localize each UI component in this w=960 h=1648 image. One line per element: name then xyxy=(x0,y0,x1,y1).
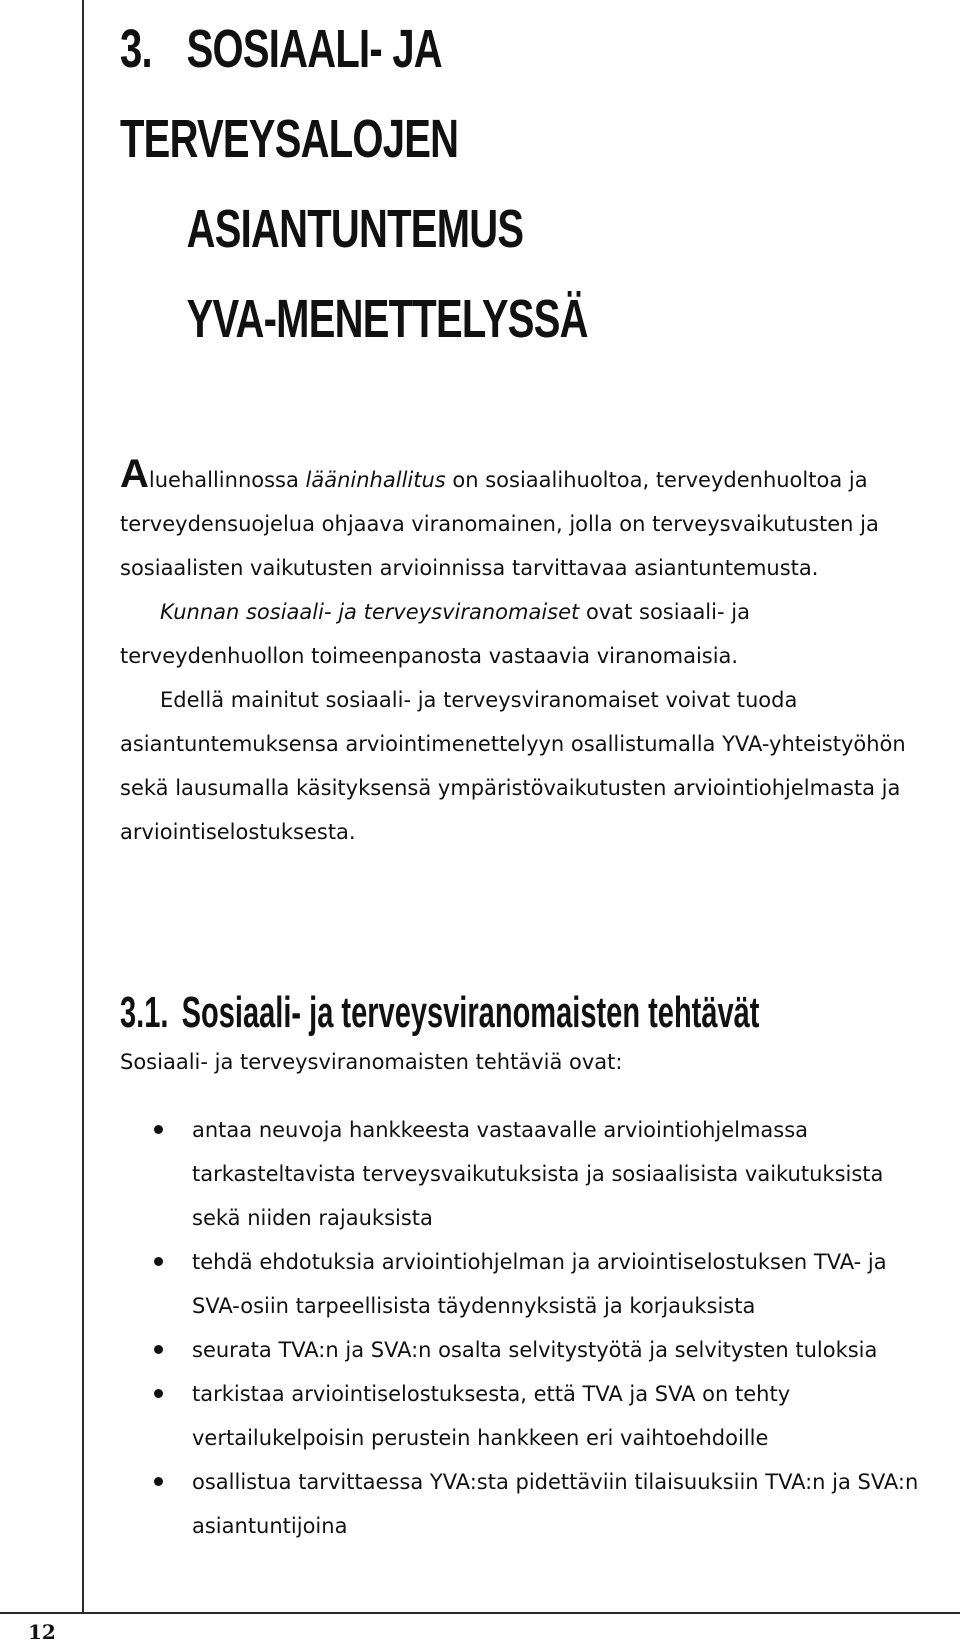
list-item xyxy=(150,1328,930,1372)
section-heading xyxy=(120,985,780,1041)
list-item-text: antaa neuvoja hankkeesta vastaavalle arviointiohjelmassa tarkasteltavista terveysvaikutuksista ja sosiaalisista vaikutuksista sekä niiden rajauksista xyxy=(192,1118,884,1230)
list-item xyxy=(150,1460,930,1548)
bullet-icon xyxy=(154,1257,163,1266)
list-item-text: tarkistaa arviointiselostuksesta, että TVA ja SVA on tehty vertailukelpoisin perustein hankkeen eri vaihtoehdoille xyxy=(192,1382,791,1450)
intro-p1-text-2: on sosiaalihuoltoa, terveydenhuoltoa ja terveydensuojelua ohjaava viranomainen, jolla on terveysvaikutusten ja sosiaalisten vaikutusten arvioinnissa tarvittavaa asiantuntemusta. xyxy=(120,468,879,580)
footer-horizontal-rule xyxy=(0,1612,960,1614)
bullet-icon xyxy=(154,1345,163,1354)
list-item-text: tehdä ehdotuksia arviointiohjelman ja arviointiselostuksen TVA- ja SVA-osiin tarpeellisista täydennyksistä ja korjauksista xyxy=(192,1250,887,1318)
chapter-title-line-2: ASIANTUNTEMUS xyxy=(186,199,524,259)
chapter-title-line-3: YVA-MENETTELYSSÄ xyxy=(186,289,588,349)
list-item-text: osallistua tarvittaessa YVA:sta pidettäviin tilaisuuksiin TVA:n ja SVA:n asiantuntijoina xyxy=(192,1470,919,1538)
chapter-number: 3. xyxy=(120,19,152,79)
section-number: 3.1. xyxy=(120,988,169,1037)
intro-paragraph-2 xyxy=(120,590,928,678)
page-number: 12 xyxy=(28,1620,56,1644)
chapter-heading xyxy=(120,4,727,364)
bullet-icon xyxy=(154,1125,163,1134)
intro-p2-emphasis: Kunnan sosiaali- ja terveysviranomaiset xyxy=(160,600,580,624)
list-item xyxy=(150,1240,930,1328)
lead-sentence: Sosiaali- ja terveysviranomaisten tehtäviä ovat: xyxy=(120,1050,623,1074)
chapter-title-line-1 xyxy=(120,4,727,184)
intro-text xyxy=(120,452,928,854)
task-list xyxy=(150,1108,930,1548)
list-item xyxy=(150,1108,930,1240)
drop-cap: A xyxy=(120,452,149,496)
list-item-text: seurata TVA:n ja SVA:n osalta selvitystyötä ja selvitysten tuloksia xyxy=(192,1338,878,1362)
chapter-title-text-1: SOSIAALI- JA TERVEYSALOJEN xyxy=(120,19,459,169)
bullet-icon xyxy=(154,1389,163,1398)
margin-vertical-rule xyxy=(82,0,84,1612)
bullet-icon xyxy=(154,1477,163,1486)
section-title: Sosiaali- ja terveysviranomaisten tehtävät xyxy=(181,988,760,1037)
intro-paragraph-3: Edellä mainitut sosiaali- ja terveysviranomaiset voivat tuoda asiantuntemuksensa arviointimenettelyyn osallistumalla YVA-yhteistyöhön sekä lausumalla käsityksensä ympäristövaikutusten arviointiohjelmasta ja arviointiselostuksesta. xyxy=(120,688,906,844)
intro-paragraph-1 xyxy=(120,452,928,590)
intro-p1-text-1: luehallinnossa xyxy=(148,468,306,492)
intro-p2-text: ovat sosiaali- ja terveydenhuollon toimeenpanosta vastaavia viranomaisia. xyxy=(120,600,750,668)
intro-p1-emphasis: lääninhallitus xyxy=(305,468,446,492)
list-item xyxy=(150,1372,930,1460)
